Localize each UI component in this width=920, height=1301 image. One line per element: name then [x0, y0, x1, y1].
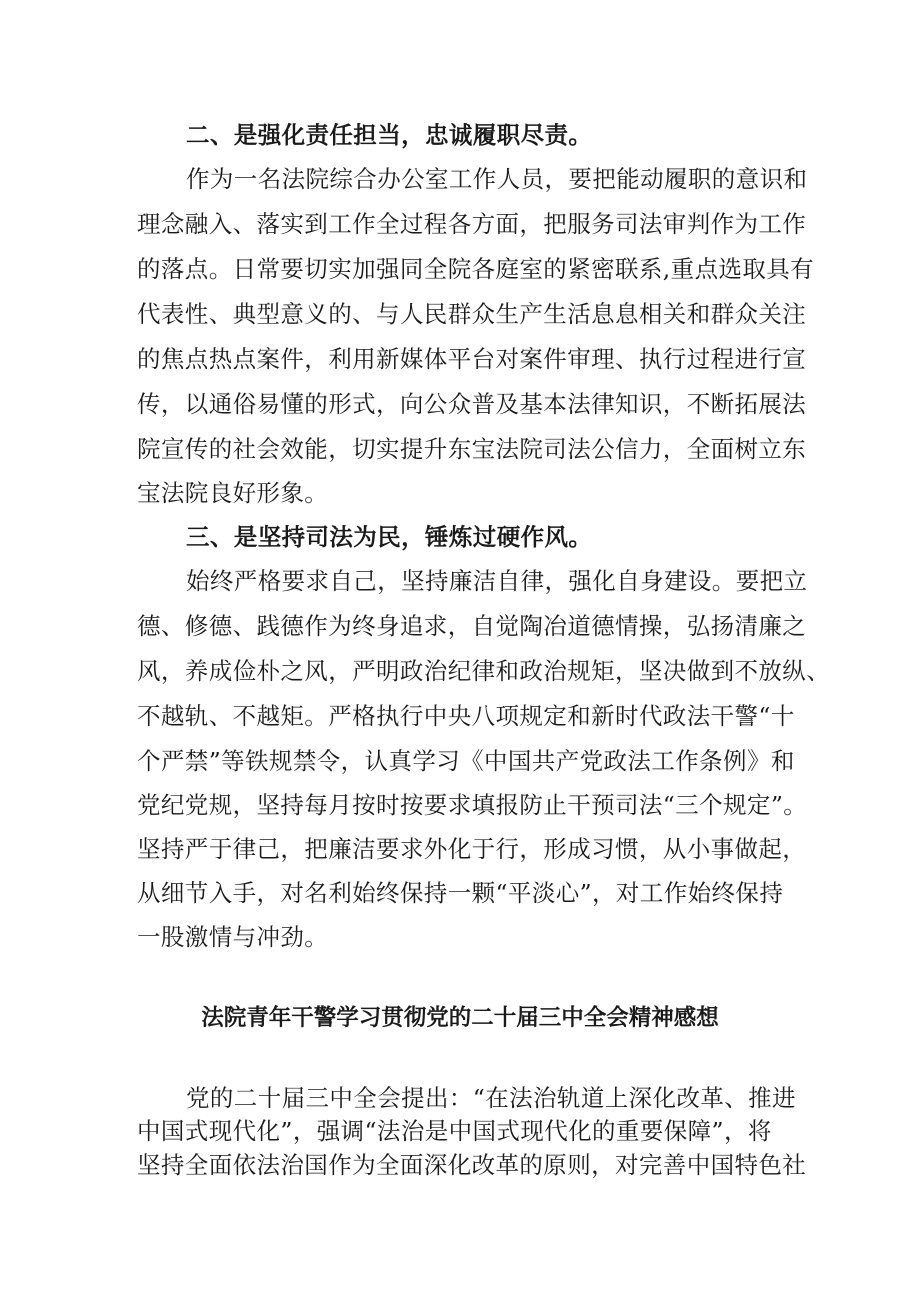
- paragraph-line: 中国式现代化”，强调“法治是中国式现代化的重要保障”，将: [137, 1117, 772, 1145]
- paragraph-line: 从细节入手，对名利始终保持一颗“平淡心”，对工作始终保持: [137, 879, 784, 907]
- paragraph-line: 传，以通俗易懂的形式，向公众普及基本法律知识，不断拓展法: [137, 390, 807, 418]
- paragraph-line: 坚持严于律己，把廉洁要求外化于行，形成习惯，从小事做起，: [137, 835, 807, 863]
- paragraph-line: 一股激情与冲劲。: [137, 923, 329, 951]
- paragraph-line: 始终严格要求自己，坚持廉洁自律，强化自身建设。要把立: [186, 567, 808, 595]
- paragraph-line: 个严禁”等铁规禁令，认真学习《中国共产党政法工作条例》和: [137, 747, 795, 775]
- paragraph-line: 宝法院良好形象。: [137, 479, 329, 507]
- paragraph-line: 党纪党规，坚持每月按时按要求填报防止干预司法“三个规定”。: [137, 791, 808, 819]
- paragraph-line: 不越轨、不越矩。严格执行中央八项规定和新时代政法干警“十: [137, 702, 795, 730]
- paragraph-line: 的焦点热点案件，利用新媒体平台对案件审理、执行过程进行宣: [137, 345, 807, 373]
- paragraph-line: 德、修德、践德作为终身追求，自觉陶冶道德情操，弘扬清廉之: [137, 612, 807, 640]
- paragraph-line: 坚持全面依法治国作为全面深化改革的原则，对完善中国特色社: [137, 1151, 807, 1179]
- paragraph-line: 风，养成俭朴之风，严明政治纪律和政治规矩，坚决做到不放纵、: [137, 657, 831, 685]
- paragraph-line: 作为一名法院综合办公室工作人员，要把能动履职的意识和: [186, 165, 808, 193]
- paragraph-line: 的落点。日常要切实加强同全院各庭室的紧密联系,重点选取具有: [137, 255, 815, 283]
- section-heading-3: 三、是坚持司法为民，锤炼过硬作风。: [186, 523, 593, 551]
- paragraph-line: 院宣传的社会效能，切实提升东宝法院司法公信力，全面树立东: [137, 435, 807, 463]
- article-title: 法院青年干警学习贯彻党的二十届三中全会精神感想: [201, 1005, 719, 1031]
- section-heading-2: 二、是强化责任担当，忠诚履职尽责。: [186, 121, 593, 149]
- paragraph-line: 代表性、典型意义的、与人民群众生产生活息息相关和群众关注: [137, 300, 807, 328]
- paragraph-line: 党的二十届三中全会提出：“在法治轨道上深化改革、推进: [186, 1084, 796, 1112]
- paragraph-line: 理念融入、落实到工作全过程各方面，把服务司法审判作为工作: [137, 210, 807, 238]
